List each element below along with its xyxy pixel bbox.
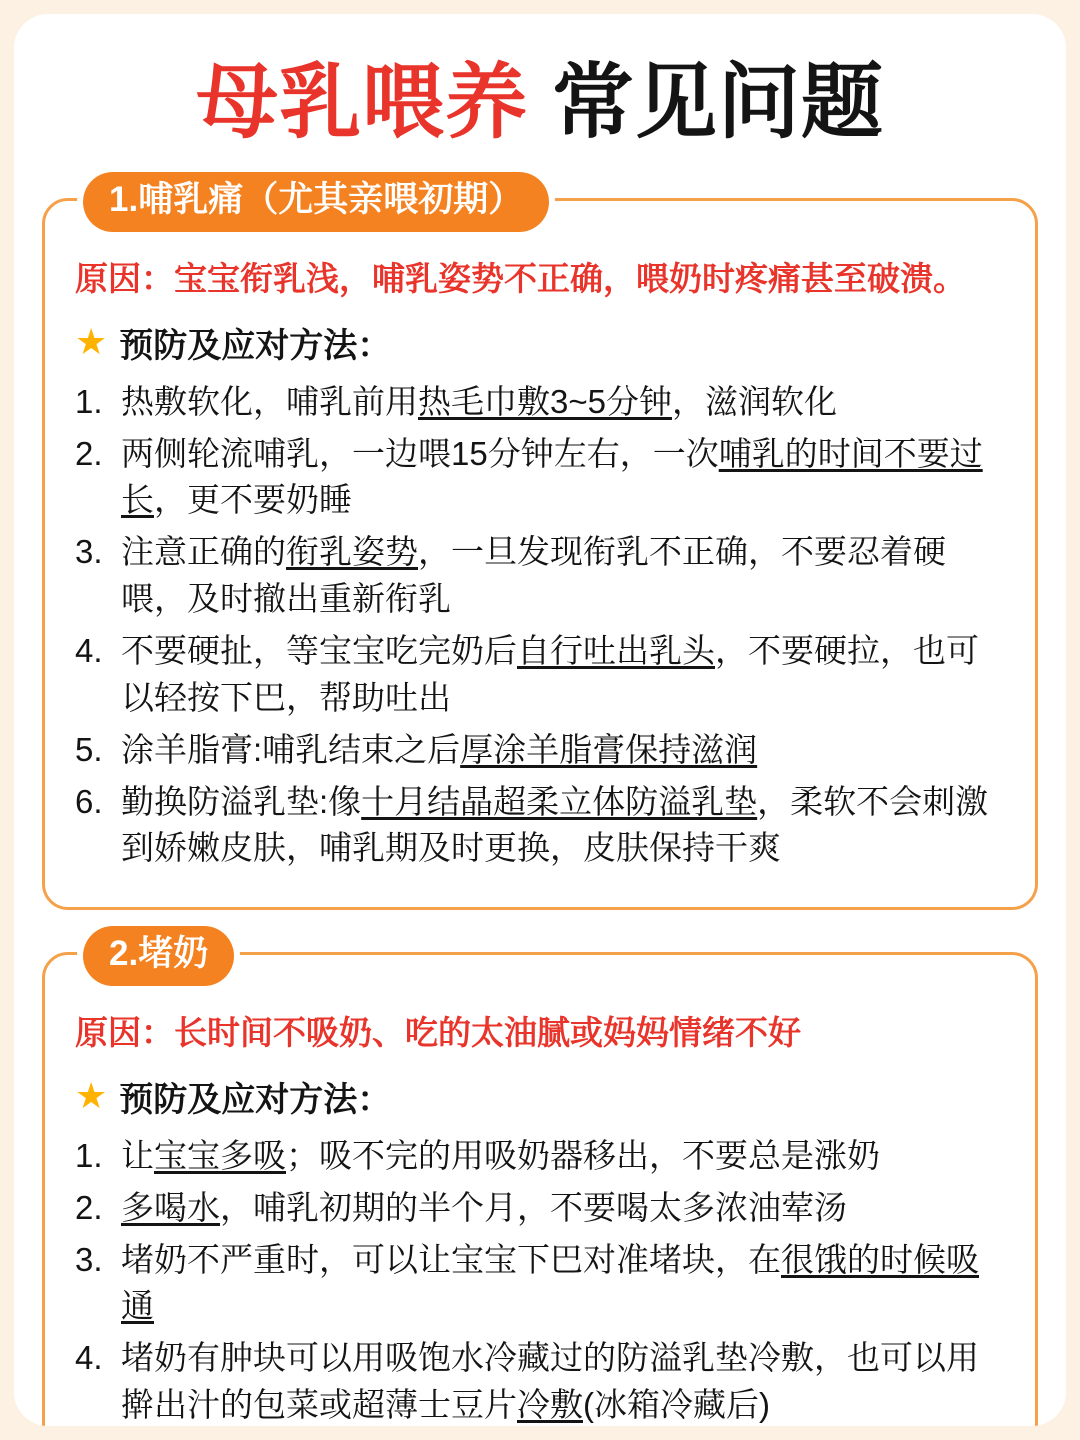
section-1-chip: 1.哺乳痛（尤其亲喂初期） [83, 172, 549, 232]
item-text-pre: 让 [121, 1136, 154, 1174]
list-item [75, 379, 1009, 426]
item-text-post: ，滋润软化 [671, 382, 837, 420]
section-1-method-label: 预防及应对方法： [119, 326, 392, 365]
section-1-reason-text: 宝宝衔乳浅，哺乳姿势不正确，喂奶时疼痛甚至破溃。 [174, 260, 966, 298]
item-text-pre: 堵奶不严重时，可以让宝宝下巴对准堵块，在 [121, 1240, 781, 1278]
page-title [14, 57, 1066, 148]
item-text-underline: 宝宝多吸 [154, 1136, 286, 1174]
section-1-reason [75, 257, 1009, 302]
item-text-pre: 不要硬扯，等宝宝吃完奶后 [121, 631, 517, 669]
item-text-underline: 十月结晶超柔立体防溢乳垫 [361, 782, 758, 820]
item-text-post: ，一旦发现衔乳不正确，不要忍着硬喂，及时撤出重新衔乳 [121, 533, 946, 618]
item-text-pre: 堵奶有肿块可以用吸饱水冷藏过的防溢乳垫冷敷，也可以用擀出汁的包菜或超薄士豆片 [121, 1339, 979, 1424]
item-text-pre: 两侧轮流哺乳，一边喂15分钟左右，一次 [121, 434, 719, 472]
item-text-underline: 很饿的时候吸通 [121, 1240, 979, 1325]
item-text-pre: 注意正确的 [121, 533, 286, 571]
item-text-pre: 勤换防溢乳垫:像 [121, 782, 362, 820]
list-item [75, 1185, 1009, 1232]
section-card-2 [42, 934, 1038, 1426]
list-item [75, 1237, 1009, 1331]
list-item [75, 1133, 1009, 1180]
item-text-post: ，不要硬拉，也可以轻按下巴，帮助吐出 [121, 631, 979, 716]
item-text-post: ，柔软不会刺激到娇嫩皮肤，哺乳期及时更换，皮肤保持干爽 [121, 782, 989, 867]
list-item [75, 529, 1009, 623]
section-2-reason-text: 长时间不吸奶、吃的太油腻或妈妈情绪不好 [174, 1014, 801, 1052]
section-card-1 [42, 180, 1038, 910]
item-text-underline: 热毛巾敷3~5分钟 [418, 382, 672, 420]
section-1-method-heading [75, 318, 1009, 367]
list-item [75, 1335, 1009, 1426]
section-1-list [71, 379, 1009, 873]
section-2-reason-label: 原因： [75, 1014, 174, 1052]
section-2-reason [75, 1011, 1009, 1056]
item-text-post: ，哺乳初期的半个月，不要喝太多浓油荤汤 [220, 1188, 847, 1226]
section-2-chip: 2.堵奶 [83, 926, 234, 986]
item-text-underline: 冷敷 [517, 1386, 583, 1424]
item-text-post: ，更不要奶睡 [154, 481, 352, 519]
item-text-underline: 多喝水 [121, 1188, 220, 1226]
item-text-pre: 涂羊脂膏:哺乳结束之后 [121, 730, 461, 768]
item-text-pre: 热敷软化，哺乳前用 [121, 382, 418, 420]
section-2-method-heading [75, 1072, 1009, 1121]
section-1-reason-label: 原因： [75, 260, 174, 298]
item-text-underline: 衔乳姿势 [286, 533, 418, 571]
page-title-rest: 常见问题 [551, 57, 884, 148]
item-text-post: (冰箱冷藏后) [583, 1386, 770, 1424]
star-icon: ★ [75, 321, 108, 363]
item-text-post: ；吸不完的用吸奶器移出，不要总是涨奶 [286, 1136, 880, 1174]
item-text-underline: 自行吐出乳头 [517, 631, 715, 669]
item-text-underline: 哺乳的时间不要过长 [121, 434, 983, 519]
page-title-highlight: 母乳喂养 [196, 57, 529, 148]
list-item [75, 628, 1009, 722]
list-item [75, 431, 1009, 525]
list-item [75, 727, 1009, 774]
star-icon: ★ [75, 1075, 108, 1117]
poster-page [14, 14, 1066, 1426]
section-2-list [71, 1133, 1009, 1426]
section-2-method-label: 预防及应对方法： [119, 1080, 392, 1119]
list-item [75, 779, 1009, 873]
item-text-underline: 厚涂羊脂膏保持滋润 [460, 730, 758, 768]
